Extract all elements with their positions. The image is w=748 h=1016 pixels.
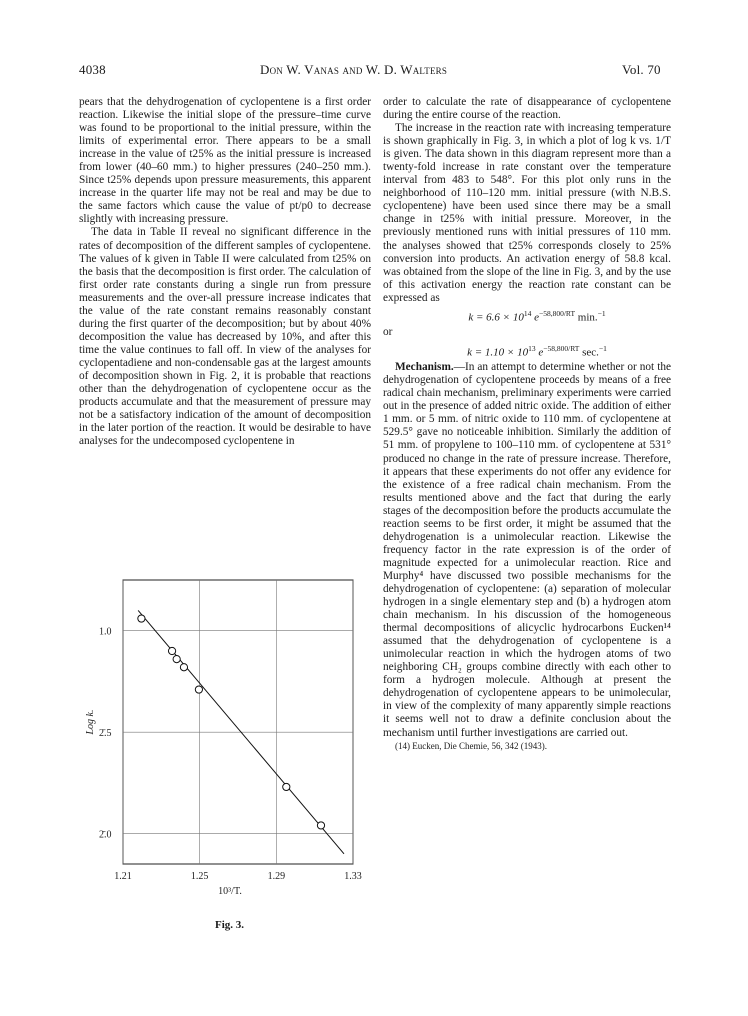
left-column [79, 96, 371, 448]
plot-frame [123, 580, 353, 864]
y-tick-label: 2̄.5 [99, 728, 112, 740]
data-point [138, 615, 145, 622]
data-point [168, 647, 175, 654]
paragraph: —In an attempt to determine whether or not the dehydrogenation of cyclopentene proceeds by means of a free radical chain mechanism, preliminary experiments were carried out in the presence of added nitric oxide. The addition of either 1 mm. or 5 mm. of nitric oxide to 110 mm. of cyclopentene at 529.5° gave no noticeable inhibition. Similarly the addition of 51 mm. of propylene to 100–110 mm. of cyclopentene at 531° produced no change in the rate of pressure increase. Therefore, it appears that these experiments do not offer any evidence for the existence of a free radical chain mechanism. From the results mentioned above and the fact that during the early stages of the decomposition before the products accumulate the reaction seems to be first order, it might be assumed that the dehydrogenation is a unimolecular reaction. Likewise the frequency factor in the rate expression is of the order of magnitude expected for a unimolecular reaction. Rice and Murphy⁴ have discussed two possible mechanisms for the dehydrogenation of cyclopentene: (a) separation of molecular hydrogen in a single elementary step and (b) a hydrogen atom chain mechanism. In his discussion of the homogeneous thermal decompositions of alicyclic hydrocarbons Eucken¹⁴ assumed that the dehydrogenation of cyclopentene is a unimolecular reaction in which the hydrogen atoms of two neighboring CH₂ groups combine directly with each other to form a hydrogen molecule. Although at present the dehydrogenation of cyclopentene appears to be unimolecular, in view of the complexity of many apparently simple reactions it seems well not to draw a definite conclusion about the mechanism until further investigations are carried out. [383, 361, 671, 739]
eq-sup: 13 [528, 343, 536, 353]
volume-label: Vol. 70 [622, 62, 661, 77]
figure-3-chart [79, 574, 379, 914]
running-authors: Don W. Vanas and W. D. Walters [260, 62, 448, 77]
paragraph: pears that the dehydrogenation of cyclopentene is a first order reaction. Likewise the initial slope of the pressure–time curve was found to be proportional to the initial pressure, within the limits of experimental error. There appears to be a small increase in the value of t25% as the initial pressure is increased from lower (40–60 mm.) to higher pressures (240–250 mm.). Since t25% depends upon pressure measurements, this apparent increase in the quarter life may not be real and may be due to the same factors which cause the value of pt/p0 to decrease slightly with increasing pressure. [79, 96, 371, 226]
paragraph: The data in Table II reveal no significant difference in the rates of decomposition of the different samples of cyclopentene. The values of k given in Table II were calculated from t25% on the basis that the decomposition is first order. The calculation of first order rate constants during a single run from pressure measurements and the over-all pressure increase indicates that the value of the rate constant remains reasonably constant during the first quarter of the decomposition; but by about 40% decomposition the value has decreased by 10%, and after this time the value continues to fall off. In view of the analyses for cyclopentadiene and non-condensable gas at the largest amounts of decomposition shown in Fig. 2, it is probable that reactions other than the dehydrogenation of cyclopentene occur as the products accumulate and that the measurement of pressure may not be a satisfactory indication of the amount of decomposition in the later portion of the reaction. It would be desirable to have analyses for the undecomposed cyclopentene in [79, 226, 371, 448]
footnote: (14) Eucken, Die Chemie, 56, 342 (1943). [395, 740, 547, 751]
equation-2 [403, 342, 671, 360]
eq-sup: 14 [523, 308, 532, 318]
data-point [283, 783, 290, 790]
figure-caption: Fig. 3. [215, 919, 245, 931]
data-point [180, 664, 187, 671]
eq-part: k = 1.10 × 10 [467, 346, 529, 359]
data-point [173, 656, 180, 663]
x-tick-label: 1.33 [344, 871, 362, 882]
data-point [195, 686, 202, 693]
equation-1 [403, 307, 671, 325]
paragraph: order to calculate the rate of disappearance of cyclopentene during the entire course of the reaction. [383, 96, 671, 122]
page-number: 4038 [79, 62, 106, 77]
paragraph: The increase in the reaction rate with increasing temperature is shown graphically in Fig. 3, in which a plot of log k vs. 1/T is given. The data shown in this diagram represent more than a twenty-fold increase in rate constant over the temperature interval from 483 to 548°. For this plot only runs in the neighborhood of 110–120 mm. initial pressure (with N.B.S. cyclopentene) have been used since there may be a small change in t25% with initial pressure. Moreover, in the previously mentioned runs with initial pressures of 110 mm. the analyses showed that t25% corresponds closely to 25% conversion into products. An activation energy of 58.8 kcal. was obtained from the slope of the line in Fig. 3, and by the use of this activation energy the reaction rate constant can be expressed as [383, 122, 671, 304]
x-tick-label: 1.21 [114, 871, 132, 882]
eq-part: k = 6.6 × 10 [468, 311, 524, 324]
eq-sup: −58,800/RT [543, 343, 580, 353]
x-tick-label: 1.25 [190, 871, 209, 882]
right-column [383, 96, 671, 753]
data-point [317, 822, 324, 829]
y-axis-label: Log k. [85, 709, 96, 735]
y-tick-label: 1.0 [99, 626, 112, 638]
x-tick-label: 1.29 [267, 871, 286, 882]
eq-sup: −1 [598, 343, 607, 353]
eq-sup: −58,800/RT [538, 308, 576, 318]
section-heading: Mechanism. [395, 361, 454, 374]
eq-part: sec. [579, 346, 599, 359]
y-tick-label: 2̄.0 [99, 829, 112, 841]
eq-sup: −1 [597, 308, 606, 318]
eq-part: e [535, 346, 544, 359]
eq-part: min. [575, 311, 598, 324]
or-word: or [383, 326, 393, 339]
x-axis-label: 10³/T. [218, 886, 242, 897]
eq-part: e [531, 311, 539, 324]
